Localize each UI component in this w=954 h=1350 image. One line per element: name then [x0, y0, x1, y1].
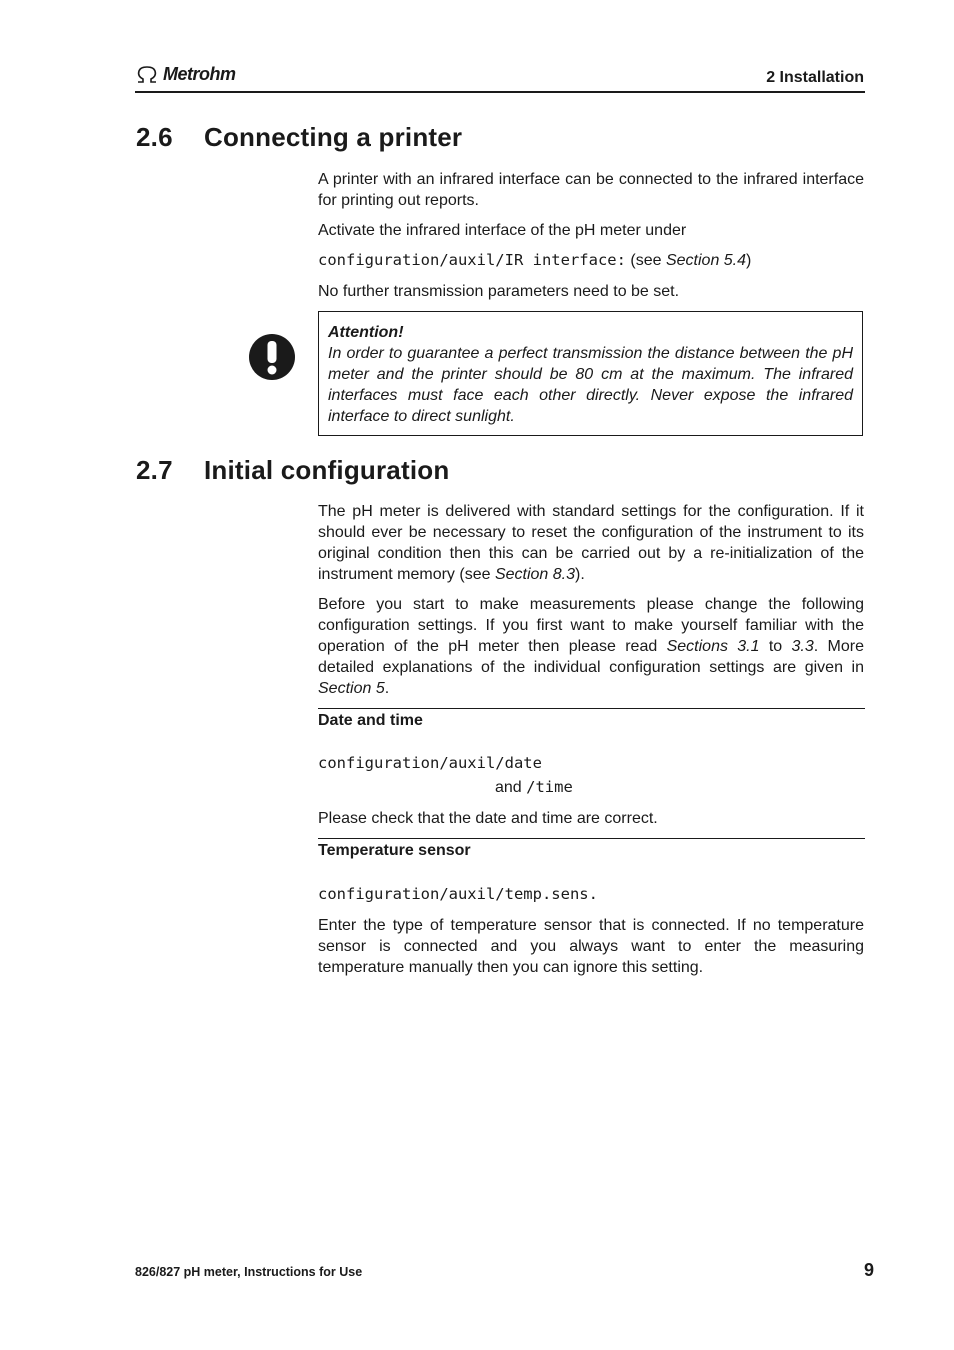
paragraph: No further transmission parameters need to be set. [318, 283, 680, 300]
paragraph: Please check that the date and time are correct. [318, 810, 658, 827]
text-run: The pH meter is delivered with standard settings for the configuration. If it should ever be necessary to reset the configuration of the instrument to its original condition then this can be carried out by a re-initialization of the instrument memory (see [318, 503, 864, 583]
subsection-heading-date-time: Date and time [318, 712, 423, 729]
metrohm-logo [135, 64, 236, 85]
chapter-title: 2 Installation [766, 69, 864, 86]
page-number: 9 [863, 1260, 874, 1280]
section-heading-2-7 [136, 455, 449, 486]
section-title: Connecting a printer [204, 122, 463, 152]
see-text: (see [625, 252, 666, 269]
and-text: and [495, 779, 527, 796]
section-reference: Section 8.3 [494, 566, 575, 583]
section-title: Initial configuration [204, 455, 450, 485]
subsection-divider [318, 838, 865, 839]
attention-box [318, 311, 863, 436]
config-path-code: configuration/auxil/temp.sens. [318, 885, 598, 903]
text-run: Before you start to make measurements please change the following configuration settings. If you first want to make yourself familiar with the operation of the pH meter then please read [318, 596, 864, 655]
config-path-code: configuration/auxil/IR interface: [318, 251, 626, 269]
section-reference: Sections 3.1 [666, 638, 760, 655]
brand-name: Metrohm [163, 64, 236, 84]
config-path-code: configuration/auxil/date [318, 754, 542, 772]
paragraph [318, 594, 864, 699]
paragraph: A printer with an infrared interface can be connected to the infrared interface for printing out reports. [318, 171, 864, 209]
paragraph [318, 501, 864, 585]
subsection-divider [318, 708, 865, 709]
omega-icon [135, 66, 159, 84]
see-suffix: ) [746, 252, 752, 269]
footer-document-title: 826/827 pH meter, Instructions for Use [135, 1265, 363, 1279]
text-run: to [759, 638, 792, 655]
section-heading-2-6 [136, 122, 462, 153]
section-reference: Section 5.4 [665, 252, 747, 269]
section-reference: 3.3 [791, 638, 814, 655]
attention-text: In order to guarantee a perfect transmission the distance between the pH meter and the printer should be 80 cm at the maximum. The infrared interfaces must face each other directly. Never expose the infrared interface to direct sunlight. [328, 345, 853, 425]
section-number: 2.6 [136, 122, 173, 152]
config-path-line [495, 777, 795, 798]
paragraph: Activate the infrared interface of the pH meter under [318, 222, 687, 239]
subsection-heading-temperature-sensor: Temperature sensor [318, 842, 471, 859]
exclamation-warning-icon [248, 333, 296, 381]
attention-title: Attention! [328, 324, 404, 341]
config-path-code: /time [526, 778, 573, 796]
section-reference: Section 5 [318, 680, 385, 697]
paragraph: Enter the type of temperature sensor that is connected. If no temperature sensor is connected and you always want to enter the measuring temperature manually then you can ignore this setting. [318, 917, 864, 976]
text-run: ). [575, 566, 585, 583]
config-path-line [318, 250, 864, 271]
header-divider [135, 91, 865, 93]
text-run: . [384, 680, 390, 697]
text-run: . More detailed explanations of the individual configuration settings are given in [318, 638, 865, 676]
section-number: 2.7 [136, 455, 173, 485]
